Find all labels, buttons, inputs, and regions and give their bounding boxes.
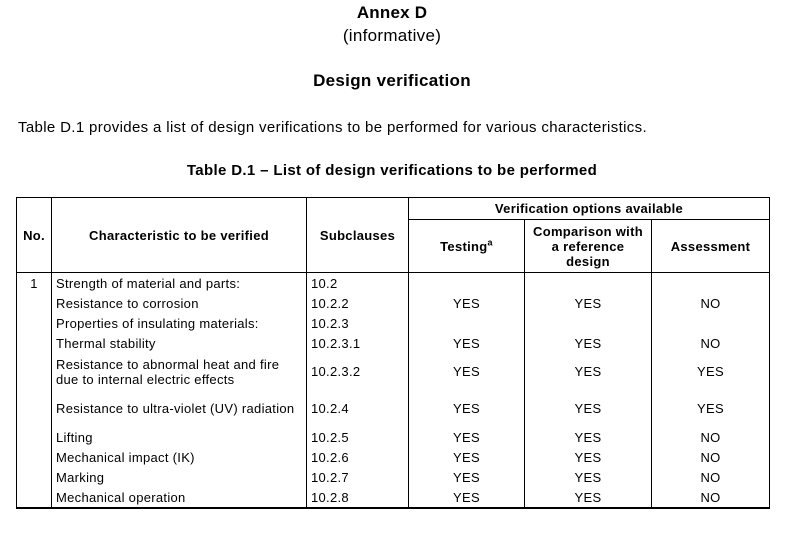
annex-subtitle: (informative)	[342, 26, 442, 45]
row-testing: YES	[409, 353, 525, 390]
row-subclause: 10.2.3.2	[307, 353, 409, 390]
row-comparison: YES	[525, 293, 652, 313]
annex-title: Annex D	[356, 3, 428, 22]
design-verification-table	[16, 197, 770, 509]
row-testing: YES	[409, 333, 525, 353]
row-testing: YES	[409, 390, 525, 427]
header-no: No.	[17, 198, 52, 273]
row-no	[17, 293, 52, 313]
row-subclause: 10.2.7	[307, 467, 409, 487]
row-comparison: YES	[525, 390, 652, 427]
row-subclause: 10.2.3.1	[307, 333, 409, 353]
row-assessment: NO	[652, 467, 770, 487]
row-assessment: NO	[652, 487, 770, 508]
section-title: Design verification	[313, 71, 471, 90]
row-testing	[409, 273, 525, 294]
row-characteristic: Mechanical operation	[52, 487, 307, 508]
header-subclauses: Subclauses	[307, 198, 409, 273]
header-testing	[409, 220, 525, 273]
row-assessment	[652, 313, 770, 333]
row-assessment: NO	[652, 333, 770, 353]
table-row	[17, 487, 770, 508]
row-testing: YES	[409, 487, 525, 508]
row-no	[17, 390, 52, 427]
row-subclause: 10.2.4	[307, 390, 409, 427]
row-assessment: NO	[652, 427, 770, 447]
intro-paragraph: Table D.1 provides a list of design verifications to be performed for various characteristics.	[18, 119, 648, 136]
row-comparison: YES	[525, 447, 652, 467]
row-subclause: 10.2.2	[307, 293, 409, 313]
row-assessment: NO	[652, 293, 770, 313]
table-body	[17, 273, 770, 509]
table-row	[17, 353, 770, 390]
row-no	[17, 427, 52, 447]
row-characteristic: Thermal stability	[52, 333, 307, 353]
table-row	[17, 447, 770, 467]
row-testing: YES	[409, 467, 525, 487]
row-characteristic: Resistance to ultra-violet (UV) radiation	[52, 390, 307, 427]
row-characteristic: Marking	[52, 467, 307, 487]
row-subclause: 10.2.5	[307, 427, 409, 447]
table-row	[17, 427, 770, 447]
row-subclause: 10.2.6	[307, 447, 409, 467]
row-assessment: NO	[652, 447, 770, 467]
row-no: 1	[17, 273, 52, 294]
row-no	[17, 313, 52, 333]
row-no	[17, 447, 52, 467]
row-comparison	[525, 313, 652, 333]
table-row	[17, 333, 770, 353]
row-characteristic: Resistance to abnormal heat and fire due to internal electric effects	[52, 353, 307, 390]
row-characteristic: Lifting	[52, 427, 307, 447]
row-assessment	[652, 273, 770, 294]
header-characteristic: Characteristic to be verified	[52, 198, 307, 273]
header-testing-footnote: a	[487, 237, 493, 248]
row-no	[17, 353, 52, 390]
row-comparison: YES	[525, 487, 652, 508]
row-subclause: 10.2.3	[307, 313, 409, 333]
row-testing	[409, 313, 525, 333]
table-row	[17, 293, 770, 313]
header-verification-options: Verification options available	[409, 198, 770, 220]
row-no	[17, 467, 52, 487]
row-characteristic: Mechanical impact (IK)	[52, 447, 307, 467]
row-testing: YES	[409, 447, 525, 467]
row-assessment: YES	[652, 390, 770, 427]
table-row	[17, 467, 770, 487]
row-characteristic: Properties of insulating materials:	[52, 313, 307, 333]
row-characteristic: Resistance to corrosion	[52, 293, 307, 313]
table-row	[17, 273, 770, 294]
row-comparison: YES	[525, 353, 652, 390]
header-testing-label: Testing	[440, 238, 488, 254]
row-subclause: 10.2.8	[307, 487, 409, 508]
row-subclause: 10.2	[307, 273, 409, 294]
row-comparison	[525, 273, 652, 294]
row-testing: YES	[409, 293, 525, 313]
header-assessment: Assessment	[652, 220, 770, 273]
row-no	[17, 487, 52, 508]
table-row	[17, 390, 770, 427]
header-comparison: Comparison with a reference design	[525, 220, 652, 273]
row-testing: YES	[409, 427, 525, 447]
table-caption: Table D.1 – List of design verifications to be performed	[186, 162, 598, 179]
row-no	[17, 333, 52, 353]
row-assessment: YES	[652, 353, 770, 390]
row-comparison: YES	[525, 427, 652, 447]
row-comparison: YES	[525, 467, 652, 487]
row-characteristic: Strength of material and parts:	[52, 273, 307, 294]
table-row	[17, 313, 770, 333]
row-comparison: YES	[525, 333, 652, 353]
